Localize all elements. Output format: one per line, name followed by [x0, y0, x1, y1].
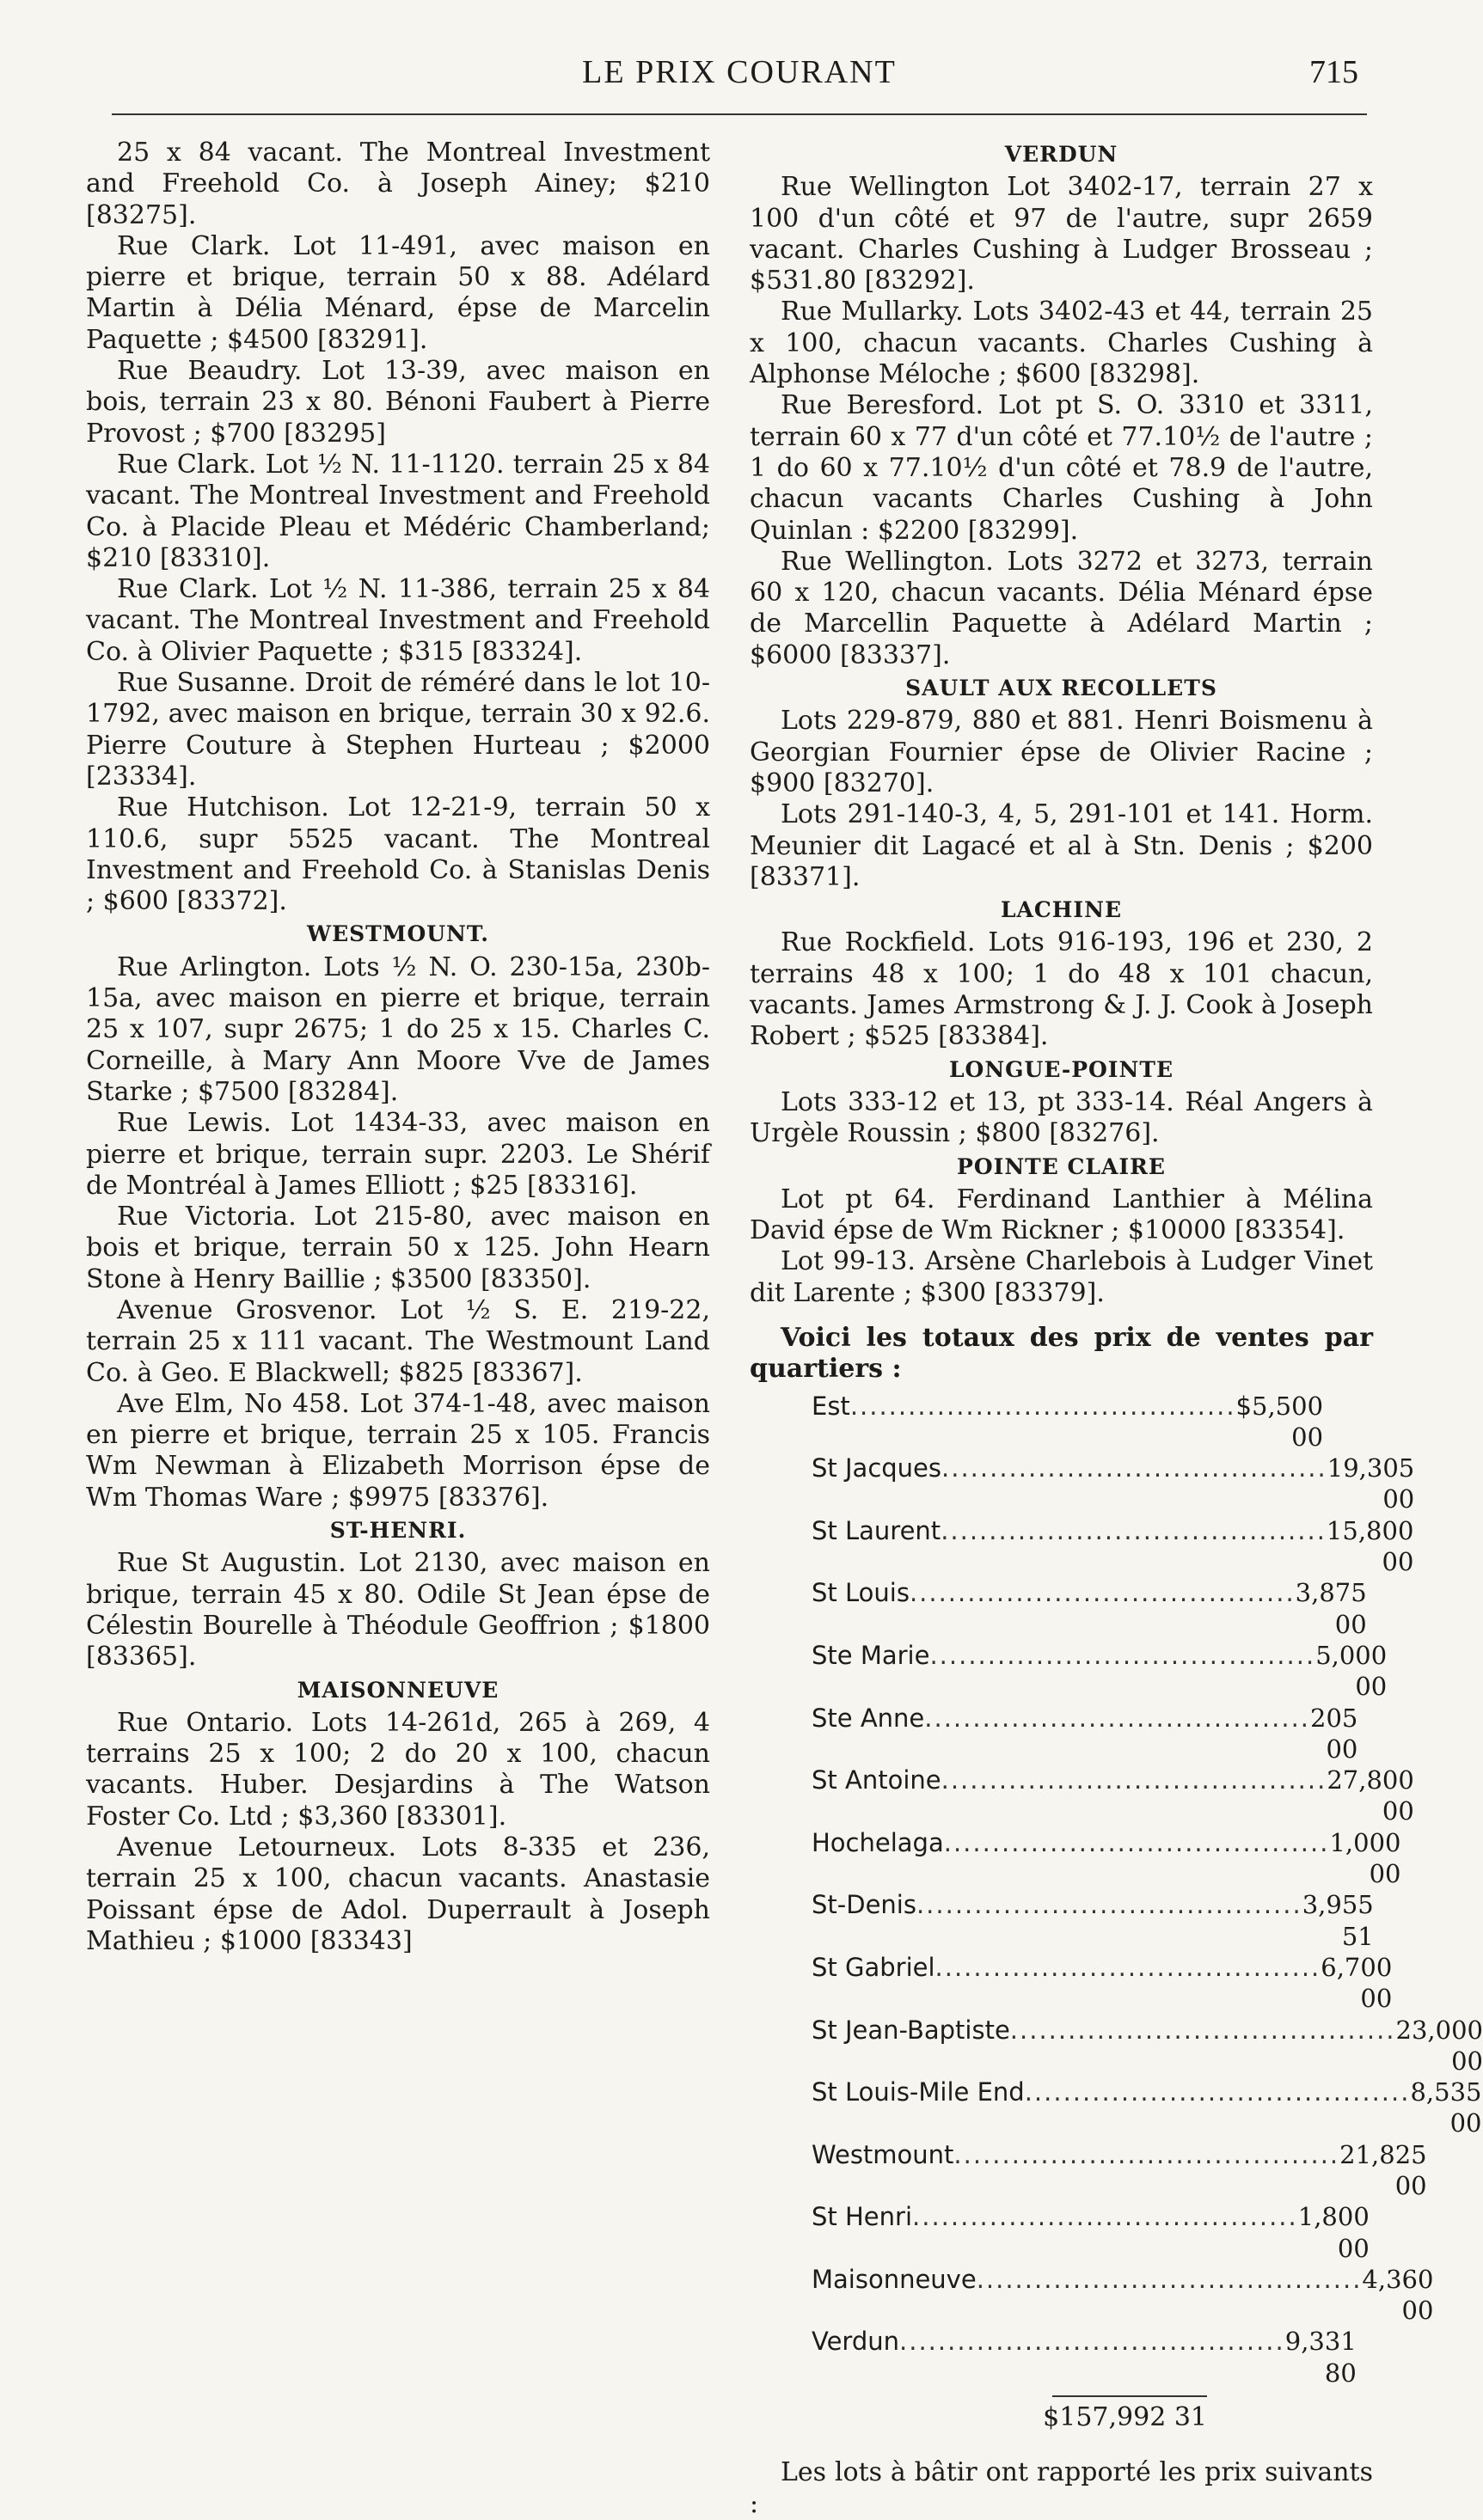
district-total: 1,800 00	[1297, 2202, 1370, 2263]
district-label: St Gabriel	[812, 1952, 935, 1982]
header-rule	[112, 113, 1367, 115]
district-label: St Antoine	[812, 1765, 941, 1795]
district-label: Est	[812, 1391, 850, 1421]
district-label: St Louis-Mile End	[812, 2077, 1025, 2107]
entry-paragraph: 25 x 84 vacant. The Montreal Investment and Freehold Co. à Joseph Ainey; $210 [83275].	[86, 138, 710, 230]
entry-paragraph: Lots 291-140-3, 4, 5, 291-101 et 141. Horm. Meunier dit Lagacé et al à Stn. Denis ; $200 [83371].	[750, 799, 1373, 892]
entry-paragraph: Rue Beresford. Lot pt S. O. 3310 et 3311, terrain 60 x 77 d'un côté et 77.10½ de l'autre ; 1 do 60 x 77.10½ d'un côté et 78.9 de l'autre, chacun vacants Charles Cushing à John Quinlan : $2200 [83299].	[750, 390, 1373, 546]
entry-paragraph: Rue Ontario. Lots 14-261d, 265 à 269, 4 terrains 25 x 100; 2 do 20 x 100, chacun vacants. Huber. Desjardins à The Watson Foster Co. Ltd ; $3,360 [83301].	[86, 1707, 710, 1832]
totals-row: St Jacques ........................................ 19,305 00	[812, 1453, 1415, 1514]
sum-rule	[1052, 2395, 1207, 2397]
section-heading-pointe-claire: POINTE CLAIRE	[957, 1153, 1166, 1179]
district-total: 3,955 51	[1302, 1890, 1374, 1951]
district-total: 9,331 80	[1284, 2327, 1357, 2388]
totals-row: St Louis-Mile End ........................................ 8,535 00	[812, 2077, 1482, 2138]
totals-row: Ste Marie ........................................ 5,000 00	[812, 1640, 1388, 1702]
totals-row: St Henri ........................................ 1,800 00	[812, 2202, 1370, 2263]
district-total: 8,535 00	[1410, 2077, 1482, 2138]
totals-row: Maisonneuve ........................................ 4,360 00	[812, 2264, 1434, 2326]
totals-row: St Louis ........................................ 3,875 00	[812, 1578, 1367, 1639]
district-total: 23,000 00	[1395, 2015, 1483, 2076]
entry-paragraph: Rue Arlington. Lots ½ N. O. 230-15a, 230b-15a, avec maison en pierre et brique, terrain 25 x 107, supr 2675; 1 do 25 x 15. Charles C. Corneille, à Mary Ann Moore Vve de James Starke ; $7500 [83284].	[86, 951, 710, 1107]
entry-paragraph: Rue Mullarky. Lots 3402-43 et 44, terrain 25 x 100, chacun vacants. Charles Cushing à Alphonse Méloche ; $600 [83298].	[750, 297, 1373, 390]
entry-paragraph: Rue Hutchison. Lot 12-21-9, terrain 50 x 110.6, supr 5525 vacant. The Montreal Investment and Freehold Co. à Stanislas Denis ; $600 [83372].	[86, 792, 710, 917]
page-header	[112, 53, 1367, 105]
entry-paragraph: Rue Lewis. Lot 1434-33, avec maison en pierre et brique, terrain supr. 2203. Le Shérif de Montréal à James Elliott ; $25 [83316].	[86, 1108, 710, 1201]
page-number: 715	[1309, 54, 1358, 90]
entry-paragraph: Rue Clark. Lot 11-491, avec maison en pierre et brique, terrain 50 x 88. Adélard Martin à Délia Ménard, épse de Marcelin Paquette ; $4500 [83291].	[86, 230, 710, 355]
entry-paragraph: Rue Beaudry. Lot 13-39, avec maison en bois, terrain 23 x 80. Bénoni Faubert à Pierre Provost ; $700 [83295]	[86, 356, 710, 449]
entry-paragraph: Lot pt 64. Ferdinand Lanthier à Mélina David épse de Wm Rickner ; $10000 [83354].	[750, 1184, 1373, 1246]
district-label: St-Denis	[812, 1890, 916, 1920]
district-total: 21,825 00	[1339, 2139, 1427, 2200]
district-label: Maisonneuve	[812, 2264, 977, 2294]
district-label: St Louis	[812, 1578, 910, 1608]
totals-row: St Jean-Baptiste ........................................ 23,000 00	[812, 2015, 1483, 2076]
totals-row: Hochelaga ........................................ 1,000 00	[812, 1827, 1401, 1889]
totals-row: Est ........................................ $ 5,500 00	[812, 1391, 1324, 1452]
section-heading-maisonneuve: MAISONNEUVE	[297, 1677, 499, 1703]
totals-row: St-Denis ........................................ 3,955 51	[812, 1890, 1374, 1951]
district-label: St Laurent	[812, 1515, 941, 1545]
currency-sign: $	[1235, 1391, 1252, 1421]
district-total: 15,800 00	[1326, 1515, 1414, 1577]
district-total: 5,500 00	[1252, 1391, 1324, 1452]
district-label: St Jean-Baptiste	[812, 2015, 1010, 2045]
totals-intro: Voici les totaux des prix de ventes par quartiers :	[750, 1322, 1373, 1385]
district-total: 1,000 00	[1329, 1827, 1401, 1889]
entry-paragraph: Ave Elm, No 458. Lot 374-1-48, avec maison en pierre et brique, terrain 25 x 105. Francis Wm Newman à Elizabeth Morrison épse de Wm Thomas Ware ; $9975 [83376].	[86, 1388, 710, 1513]
section-heading-sault-aux-recollets: SAULT AUX RECOLLETS	[905, 676, 1217, 701]
entry-paragraph: Rue St Augustin. Lot 2130, avec maison en brique, terrain 45 x 80. Odile St Jean épse de Célestin Bourelle à Théodule Geoffrion ; $1800 [83365].	[86, 1548, 710, 1673]
entry-paragraph: Avenue Grosvenor. Lot ½ S. E. 219-22, terrain 25 x 111 vacant. The Westmount Land Co. à Geo. E Blackwell; $825 [83367].	[86, 1294, 710, 1388]
district-total: 205 00	[1310, 1703, 1358, 1764]
district-label: Verdun	[812, 2327, 900, 2357]
section-heading-westmount: WESTMOUNT.	[307, 921, 489, 947]
district-label: Ste Marie	[812, 1640, 930, 1670]
district-total: 19,305 00	[1327, 1453, 1415, 1514]
entry-paragraph: Avenue Letourneux. Lots 8-335 et 236, terrain 25 x 100, chacun vacants. Anastasie Poissant épse de Adol. Duperrault à Joseph Mathieu ; $1000 [83343]	[86, 1832, 710, 1956]
totals-row: St Antoine ........................................ 27,800 00	[812, 1765, 1414, 1826]
entry-paragraph: Rue Susanne. Droit de réméré dans le lot 10-1792, avec maison en brique, terrain 30 x 92.6. Pierre Couture à Stephen Hurteau ; $2000 [23334].	[86, 668, 710, 792]
totals-row: St Laurent ........................................ 15,800 00	[812, 1515, 1414, 1577]
entry-paragraph: Rue Rockfield. Lots 916-193, 196 et 230, 2 terrains 48 x 100; 1 do 48 x 101 chacun, vacants. James Armstrong & J. J. Cook à Joseph Robert ; $525 [83384].	[750, 927, 1373, 1052]
entry-paragraph: Rue Wellington. Lots 3272 et 3273, terrain 60 x 120, chacun vacants. Délia Ménard épse de Marcellin Paquette à Adélard Martin ; $6000 [83337].	[750, 546, 1373, 670]
district-label: St Jacques	[812, 1453, 942, 1483]
entry-paragraph: Rue Victoria. Lot 215-80, avec maison en bois et brique, terrain 50 x 125. John Hearn Stone à Henry Baillie ; $3500 [83350].	[86, 1202, 710, 1294]
totals-row: Westmount ........................................ 21,825 00	[812, 2139, 1427, 2200]
district-label: St Henri	[812, 2202, 913, 2232]
entry-paragraph: Rue Clark. Lot ½ N. 11-1120. terrain 25 x 84 vacant. The Montreal Investment and Freehold Co. à Placide Pleau et Médéric Chamberland; $210 [83310].	[86, 449, 710, 573]
entry-paragraph: Lot 99-13. Arsène Charlebois à Ludger Vinet dit Larente ; $300 [83379].	[750, 1246, 1373, 1308]
district-label: Hochelaga	[812, 1827, 944, 1857]
district-total: 5,000 00	[1315, 1640, 1388, 1702]
right-column	[750, 138, 1483, 2520]
closing-paragraph: Les lots à bâtir ont rapporté les prix suivants :	[750, 2457, 1373, 2519]
district-total: 6,700 00	[1321, 1952, 1393, 2014]
entry-paragraph: Rue Clark. Lot ½ N. 11-386, terrain 25 x 84 vacant. The Montreal Investment and Freehold Co. à Olivier Paquette ; $315 [83324].	[86, 574, 710, 667]
district-label: Westmount	[812, 2139, 954, 2169]
section-heading-st-henri: ST-HENRI.	[329, 1518, 467, 1544]
district-total: 3,875 00	[1295, 1578, 1367, 1639]
section-heading-longue-pointe: LONGUE-POINTE	[948, 1056, 1174, 1082]
grand-total: $157,992 31	[1043, 2402, 1207, 2433]
totals-row: Verdun ........................................ 9,331 80	[812, 2327, 1357, 2388]
section-heading-lachine: LACHINE	[1000, 897, 1123, 923]
entry-paragraph: Lots 333-12 et 13, pt 333-14. Réal Angers à Urgèle Roussin ; $800 [83276].	[750, 1086, 1373, 1149]
totals-table	[812, 1391, 1483, 2434]
section-heading-verdun: VERDUN	[1004, 142, 1118, 167]
entry-paragraph: Lots 229-879, 880 et 881. Henri Boismenu à Georgian Fournier épse de Olivier Racine ; $900 [83270].	[750, 706, 1373, 798]
district-total: 27,800 00	[1327, 1765, 1414, 1826]
left-column	[86, 138, 710, 1957]
district-label: Ste Anne	[812, 1703, 925, 1733]
district-total: 4,360 00	[1362, 2264, 1434, 2326]
totals-row: Ste Anne ........................................ 205 00	[812, 1703, 1358, 1764]
journal-title: LE PRIX COURANT	[582, 54, 897, 90]
entry-paragraph: Rue Wellington Lot 3402-17, terrain 27 x 100 d'un côté et 97 de l'autre, supr 2659 vacant. Charles Cushing à Ludger Brosseau ; $531.80 [83292].	[750, 172, 1373, 297]
totals-row: St Gabriel ........................................ 6,700 00	[812, 1952, 1393, 2014]
